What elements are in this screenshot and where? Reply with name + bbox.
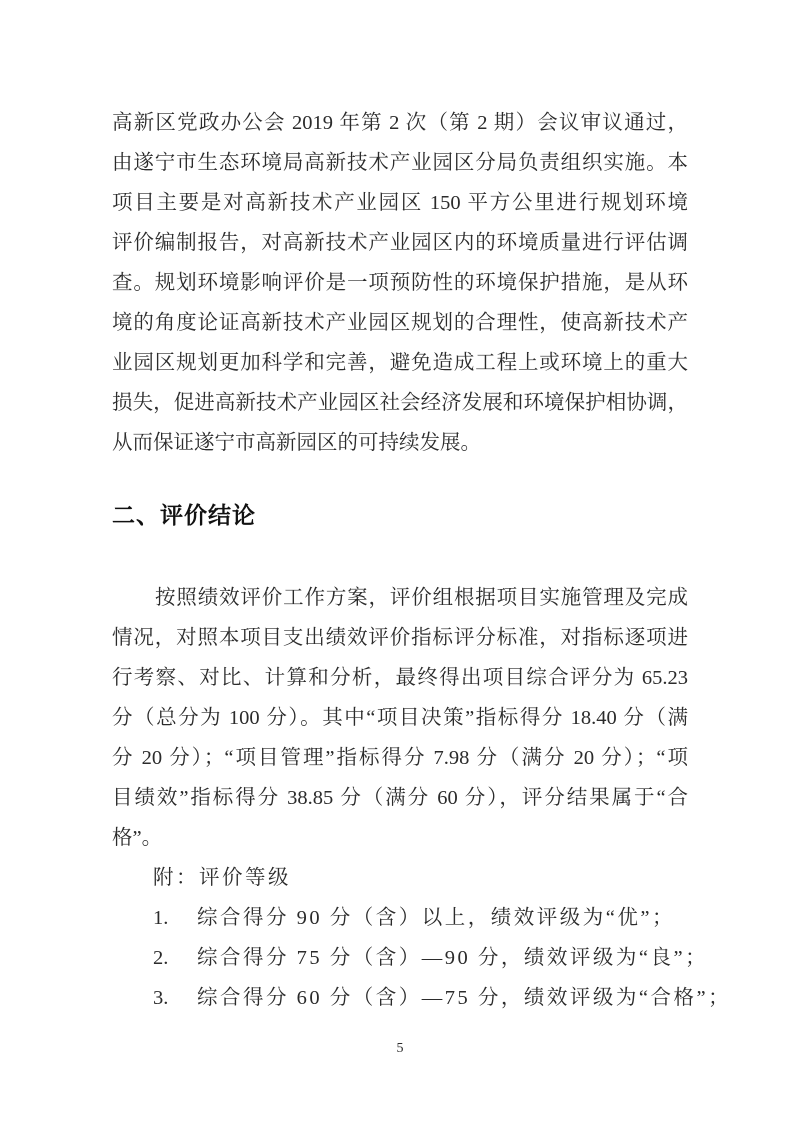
- page-number: 5: [396, 1041, 404, 1056]
- grade-item-text: 综合得分 75 分（含）—90 分，绩效评级为“良”；: [197, 947, 709, 969]
- text-line: 按照绩效评价工作方案，评价组根据项目实施管理及完成: [155, 587, 688, 609]
- grade-item: [112, 978, 732, 1018]
- text-line: 格”。: [112, 827, 163, 849]
- text-line: 分 20 分）；“项目管理”指标得分 7.98 分（满分 20 分）；“项: [112, 747, 688, 769]
- grade-item-number: 2.: [153, 947, 169, 969]
- text-line: 业园区规划更加科学和完善，避免造成工程上或环境上的重大: [112, 352, 688, 374]
- grade-item: [112, 898, 688, 938]
- grade-item: [112, 938, 709, 978]
- text-line: 境的角度论证高新技术产业园区规划的合理性，使高新技术产: [112, 312, 688, 334]
- text-line: 由遂宁市生态环境局高新技术产业园区分局负责组织实施。本: [112, 152, 688, 174]
- text-line: 从而保证遂宁市高新园区的可持续发展。: [112, 432, 481, 454]
- text-line: 项目主要是对高新技术产业园区 150 平方公里进行规划环境: [112, 192, 688, 214]
- paragraph-conclusion: [112, 578, 732, 1018]
- text-line: 分（总分为 100 分）。其中“项目决策”指标得分 18.40 分（满: [112, 707, 688, 729]
- text-line: 行考察、对比、计算和分析，最终得出项目综合评分为 65.23: [112, 667, 688, 689]
- text-line: 查。规划环境影响评价是一项预防性的环境保护措施，是从环: [112, 272, 688, 294]
- section-heading: 二、评价结论: [112, 502, 256, 528]
- text-line: 情况，对照本项目支出绩效评价指标评分标准，对指标逐项进: [112, 627, 688, 649]
- grade-item-number: 3.: [153, 987, 169, 1009]
- text-line: 评价编制报告，对高新技术产业园区内的环境质量进行评估调: [112, 232, 688, 254]
- text-line: 目绩效”指标得分 38.85 分（满分 60 分），评分结果属于“合: [112, 787, 688, 809]
- text-line: 损失，促进高新技术产业园区社会经济发展和环境保护相协调，: [112, 392, 688, 414]
- grade-item-text: 综合得分 60 分（含）—75 分，绩效评级为“合格”；: [197, 987, 732, 1009]
- grade-item-number: 1.: [153, 907, 169, 929]
- attachment-label: 附：评价等级: [153, 867, 291, 889]
- text-line: 高新区党政办公会 2019 年第 2 次（第 2 期）会议审议通过，: [112, 112, 688, 134]
- paragraph-intro: [112, 103, 688, 463]
- grade-item-text: 综合得分 90 分（含）以上，绩效评级为“优”；: [197, 907, 675, 929]
